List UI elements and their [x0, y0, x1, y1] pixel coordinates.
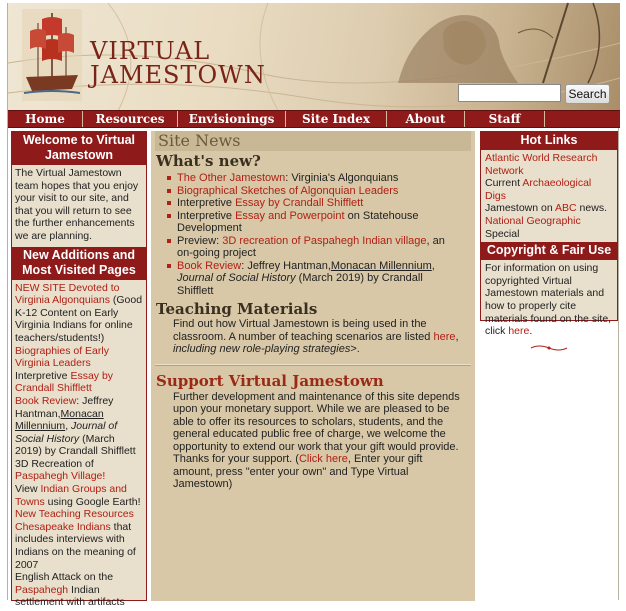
nav-staff[interactable]: Staff — [465, 111, 545, 127]
link-biographical-sketches[interactable]: Biographical Sketches of Algonquian Leaders — [177, 184, 399, 197]
link-virginia-algonquians[interactable]: NEW SITE Devoted to Virginia Algonquians — [15, 281, 120, 307]
link-essay[interactable]: Essay by Crandall Shifflett — [235, 197, 364, 209]
divider — [155, 364, 471, 366]
news-list — [151, 172, 475, 297]
item-text: Current — [485, 177, 523, 190]
link-atlantic-world[interactable]: Atlantic World Research Network — [485, 152, 598, 177]
item-text: news. — [576, 202, 607, 215]
item-text: Preview: — [177, 234, 223, 247]
title-line-2: JAMESTOWN — [90, 61, 266, 89]
list-item — [15, 370, 143, 395]
list-item — [485, 152, 613, 177]
item-text: using Google Earth! — [44, 495, 141, 508]
list-item — [15, 521, 143, 571]
link-biographies[interactable]: Biographies of Early Virginia Leaders — [15, 344, 109, 370]
item-text: : Jeffrey Hantman, — [241, 259, 331, 272]
link-teaching-here[interactable]: here — [433, 330, 456, 343]
nav-about[interactable]: About — [387, 111, 465, 127]
paragraph-text: >. — [350, 343, 360, 355]
link-teaching-resources[interactable]: New Teaching Resources — [15, 508, 134, 521]
paragraph-italic: including new role-playing strategies — [173, 343, 351, 355]
support-heading: Support Virtual Jamestown — [156, 371, 384, 390]
list-item — [15, 458, 143, 483]
link-indian-groups[interactable]: Indian Groups and Towns — [15, 483, 127, 508]
list-item — [15, 345, 143, 370]
list-item — [15, 282, 143, 345]
pocahontas-engraving — [338, 3, 620, 83]
paragraph-text: , — [455, 330, 459, 343]
link-copyright-here[interactable]: here — [508, 325, 530, 338]
list-item — [15, 395, 143, 458]
search-button[interactable]: Search — [565, 84, 610, 104]
book-title: Monacan Millennium — [330, 259, 432, 272]
item-text: (Good K-12 Content on Early Virginia Indians for online teachers/students!) — [15, 294, 143, 344]
list-item — [15, 508, 143, 521]
item-text: that includes interviews with Indians on the meaning of 2007 — [15, 520, 136, 571]
item-text: (March 2019) by Crandall Shifflett — [177, 272, 423, 297]
item-text: (March 2019) by Crandall Shifflett — [15, 432, 136, 458]
link-chesapeake-indians[interactable]: Chesapeake Indians — [15, 520, 111, 533]
paragraph-text: Find out how Virtual Jamestown is being used in the classroom. A number of teaching scenarios are listed — [173, 318, 434, 343]
paragraph-text: Further development and maintenance of this site depends upon your monetary support. While we are pleased to be able to offer its resources to scholars, students, and the general educated public free of charge, we welcome the opportunity to extend our work that your gift would provide. Thanks for your support. ( — [173, 390, 460, 465]
paragraph-text: , Enter your gift amount, press "enter your own" and Type Virtual Jamestown) — [173, 453, 423, 490]
item-text: English Attack on the — [15, 571, 114, 584]
link-click-here[interactable]: Click here — [298, 453, 348, 465]
item-text: Jamestown on — [485, 202, 556, 215]
item-text: Interpretive — [177, 209, 236, 222]
item-text: : Jeffrey Hantman, — [15, 394, 114, 420]
flourish-ornament — [529, 344, 569, 352]
support-text — [151, 391, 475, 491]
additions-title: New Additions and Most Visited Pages — [12, 247, 146, 280]
hot-links-list — [481, 150, 617, 242]
journal-title: Journal of Social History — [177, 272, 296, 284]
nav-site-index[interactable]: Site Index — [286, 111, 387, 127]
copyright-text — [481, 260, 617, 340]
link-abc[interactable]: ABC — [555, 202, 577, 215]
link-paspahegh[interactable]: Paspahegh — [15, 583, 69, 596]
list-item — [15, 571, 143, 609]
item-text: Special — [485, 227, 520, 240]
welcome-title: Welcome to Virtual Jamestown — [12, 132, 146, 165]
site-header — [8, 3, 620, 111]
link-essay-shifflett[interactable]: Essay by Crandall Shifflett — [15, 369, 114, 395]
list-item — [167, 185, 457, 198]
item-text: , an on-going project — [177, 234, 445, 259]
item-text: : Virginia's Algonquians — [285, 172, 399, 184]
paragraph-text: For information on using copyrighted Virtual Jamestown materials and how to properly cite materials found on the site, click — [485, 262, 612, 338]
link-archaeological-digs[interactable]: Archaeological Digs — [485, 177, 592, 202]
list-item — [485, 202, 613, 215]
item-text: Interpretive — [15, 369, 71, 382]
item-text: on Statehouse Development — [177, 209, 419, 234]
list-item — [167, 197, 457, 210]
item-text: 3D Recreation of — [15, 457, 94, 470]
journal-title: Journal of Social History — [15, 420, 118, 445]
list-item — [167, 235, 457, 260]
item-text: View — [15, 483, 41, 496]
additions-list — [12, 280, 146, 611]
site-title[interactable] — [90, 39, 266, 87]
teaching-heading: Teaching Materials — [156, 300, 318, 318]
hot-links-title: Hot Links — [481, 132, 617, 150]
nav-home[interactable]: Home — [8, 111, 83, 127]
site-news-heading: Site News — [155, 131, 471, 151]
page-frame — [7, 3, 619, 609]
book-title: Monacan Millennium — [15, 407, 104, 433]
link-other-jamestown[interactable]: The Other Jamestown — [177, 172, 286, 184]
item-text: , — [431, 259, 435, 272]
list-item — [167, 210, 457, 235]
teaching-text — [151, 318, 475, 356]
item-text: Interpretive — [177, 197, 236, 209]
left-sidebar — [11, 131, 147, 609]
nav-resources[interactable]: Resources — [83, 111, 178, 127]
paragraph-text: . — [529, 325, 533, 338]
list-item — [485, 177, 613, 202]
ship-logo — [22, 9, 82, 101]
list-item — [167, 172, 457, 185]
nav-envisionings[interactable]: Envisionings — [178, 111, 286, 127]
copyright-title: Copyright & Fair Use — [481, 242, 617, 260]
link-paspahegh-village[interactable]: Paspahegh Village! — [15, 470, 106, 483]
link-national-geographic[interactable]: National Geographic — [485, 214, 581, 227]
link-essay-powerpoint[interactable]: Essay and Powerpoint — [235, 209, 345, 222]
list-item — [167, 260, 457, 298]
link-3d-recreation[interactable]: 3D recreation of Paspahegh Indian village — [222, 234, 427, 247]
title-line-1: VIRTUAL — [90, 37, 211, 65]
main-content — [151, 131, 475, 601]
main-nav — [8, 110, 620, 128]
link-book-review-main[interactable]: Book Review — [177, 259, 242, 272]
link-book-review[interactable]: Book Review — [15, 394, 77, 407]
list-item — [15, 483, 143, 508]
welcome-text: The Virtual Jamestown team hopes that you enjoy your visit to our site, and that you will return to see the further enhancements we are planning. — [15, 167, 139, 242]
item-text: Indian settlement with artifacts — [15, 583, 125, 609]
right-sidebar — [480, 131, 618, 338]
item-text: , — [65, 420, 72, 433]
whats-new-heading: What's new? — [156, 152, 261, 170]
search-input[interactable] — [458, 84, 561, 102]
list-item — [485, 215, 613, 240]
